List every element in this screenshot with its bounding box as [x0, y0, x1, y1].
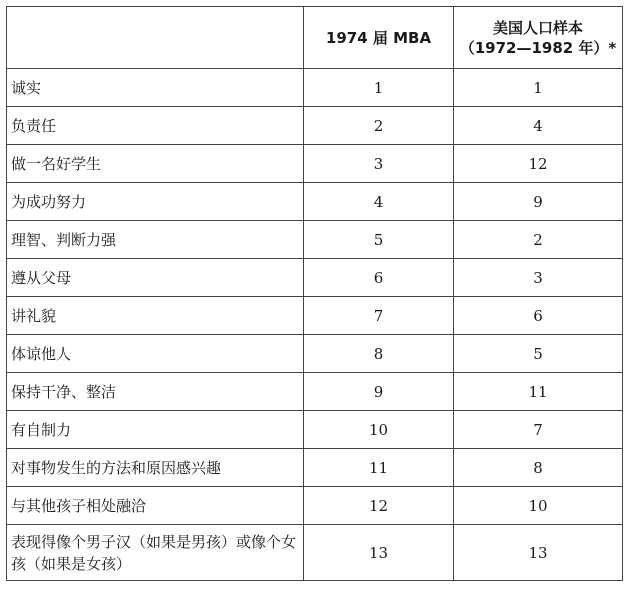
row-mba-rank: 11 — [304, 449, 454, 487]
table-row — [7, 525, 623, 581]
header-row — [7, 7, 623, 69]
row-label: 体谅他人 — [7, 335, 304, 373]
row-population-rank: 5 — [454, 335, 623, 373]
row-label: 与其他孩子相处融洽 — [7, 487, 304, 525]
row-label: 对事物发生的方法和原因感兴趣 — [7, 449, 304, 487]
row-population-rank: 1 — [454, 69, 623, 107]
table-row — [7, 69, 623, 107]
row-label: 讲礼貌 — [7, 297, 304, 335]
row-population-rank: 2 — [454, 221, 623, 259]
row-population-rank: 6 — [454, 297, 623, 335]
row-mba-rank: 9 — [304, 373, 454, 411]
row-mba-rank: 1 — [304, 69, 454, 107]
table-row — [7, 297, 623, 335]
header-population-title: 美国人口样本 — [492, 18, 583, 37]
row-label: 遵从父母 — [7, 259, 304, 297]
row-mba-rank: 2 — [304, 107, 454, 145]
row-mba-rank: 12 — [304, 487, 454, 525]
row-population-rank: 10 — [454, 487, 623, 525]
row-population-rank: 7 — [454, 411, 623, 449]
row-label: 理智、判断力强 — [7, 221, 304, 259]
row-population-rank: 4 — [454, 107, 623, 145]
table-row — [7, 107, 623, 145]
row-population-rank: 9 — [454, 183, 623, 221]
row-mba-rank: 6 — [304, 259, 454, 297]
row-population-rank: 11 — [454, 373, 623, 411]
table-row — [7, 221, 623, 259]
table-row — [7, 373, 623, 411]
header-population — [454, 7, 623, 69]
row-population-rank: 3 — [454, 259, 623, 297]
table-row — [7, 411, 623, 449]
row-population-rank: 13 — [454, 525, 623, 581]
row-mba-rank: 8 — [304, 335, 454, 373]
table-row — [7, 183, 623, 221]
header-mba: 1974 届 MBA — [304, 7, 454, 69]
row-mba-rank: 3 — [304, 145, 454, 183]
table-row — [7, 487, 623, 525]
header-population-years: （1972—1982 年）* — [459, 38, 617, 57]
table-row — [7, 259, 623, 297]
row-mba-rank: 13 — [304, 525, 454, 581]
row-label: 表现得像个男子汉（如果是男孩）或像个女孩（如果是女孩） — [7, 525, 304, 581]
header-empty — [7, 7, 304, 69]
row-mba-rank: 4 — [304, 183, 454, 221]
values-ranking-table — [6, 6, 623, 581]
table-row — [7, 335, 623, 373]
row-mba-rank: 5 — [304, 221, 454, 259]
row-label: 诚实 — [7, 69, 304, 107]
table-row — [7, 449, 623, 487]
row-label: 有自制力 — [7, 411, 304, 449]
row-population-rank: 8 — [454, 449, 623, 487]
table-row — [7, 145, 623, 183]
row-population-rank: 12 — [454, 145, 623, 183]
row-label: 为成功努力 — [7, 183, 304, 221]
row-label: 负责任 — [7, 107, 304, 145]
row-label: 保持干净、整洁 — [7, 373, 304, 411]
row-mba-rank: 10 — [304, 411, 454, 449]
row-mba-rank: 7 — [304, 297, 454, 335]
row-label: 做一名好学生 — [7, 145, 304, 183]
